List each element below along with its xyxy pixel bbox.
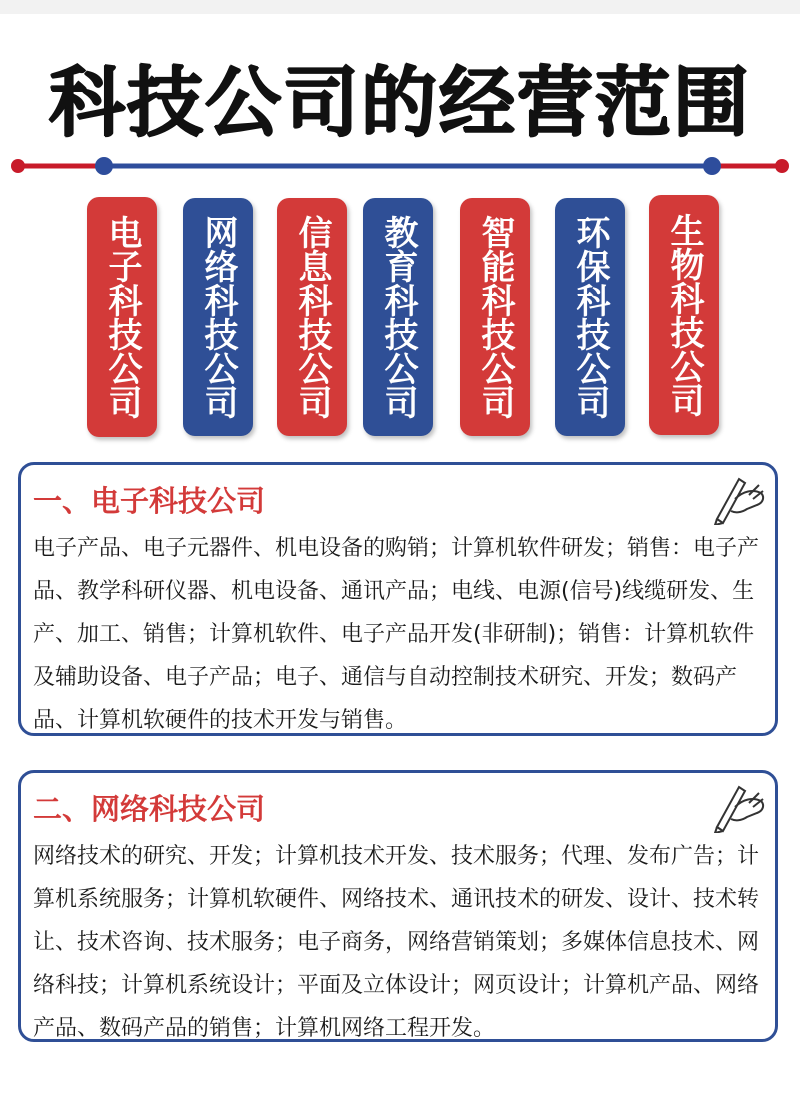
category-pill-6 [555,198,625,436]
category-pill-3 [277,198,347,436]
category-pill-2 [183,198,253,436]
divider-dot-inner-left [95,157,113,175]
section-card-network [18,770,778,1042]
divider-dot-left [11,159,25,173]
section-card-electronics [18,462,778,736]
title-divider [0,150,800,182]
top-strip [0,0,800,14]
category-pill-label: 环保科技公司 [570,215,610,419]
category-pill-5 [460,198,530,436]
section-body: 网络技术的研究、开发；计算机技术开发、技术服务；代理、发布广告；计算机系统服务；计算机软硬件、网络技术、通讯技术的研发、设计、技术转让、技术咨询、技术服务；电子商务，网络营销策划；多媒体信息技术、网络科技；计算机系统设计；平面及立体设计；网页设计；计算机产品、网络产品、数码产品的销售；计算机网络工程开发。 [33,844,760,1041]
divider-dot-right [775,159,789,173]
section-heading: 二、网络科技公司 [33,792,266,826]
divider-dot-inner-right [703,157,721,175]
category-pill-label: 信息科技公司 [292,215,332,419]
category-pill-1 [87,197,157,437]
category-pill-label: 电子科技公司 [102,215,142,419]
pen-hand-icon [709,777,769,833]
pen-hand-icon [709,469,769,525]
category-pill-7 [649,195,719,435]
section-body: 电子产品、电子元器件、机电设备的购销；计算机软件研发；销售：电子产品、教学科研仪器、机电设备、通讯产品；电线、电源(信号)线缆研发、生产、加工、销售；计算机软件、电子产品开发(非研制)；销售：计算机软件及辅助设备、电子产品；电子、通信与自动控制技术研究、开发；数码产品、计算机软硬件的技术开发与销售。 [33,536,760,733]
category-pill-4 [363,198,433,436]
category-pill-label: 智能科技公司 [475,215,515,419]
section-heading: 一、电子科技公司 [33,484,266,518]
page-title: 科技公司的经营范围 [49,58,751,147]
category-pill-label: 生物科技公司 [664,213,704,417]
category-pill-label: 教育科技公司 [378,215,418,419]
category-pill-label: 网络科技公司 [198,215,238,419]
